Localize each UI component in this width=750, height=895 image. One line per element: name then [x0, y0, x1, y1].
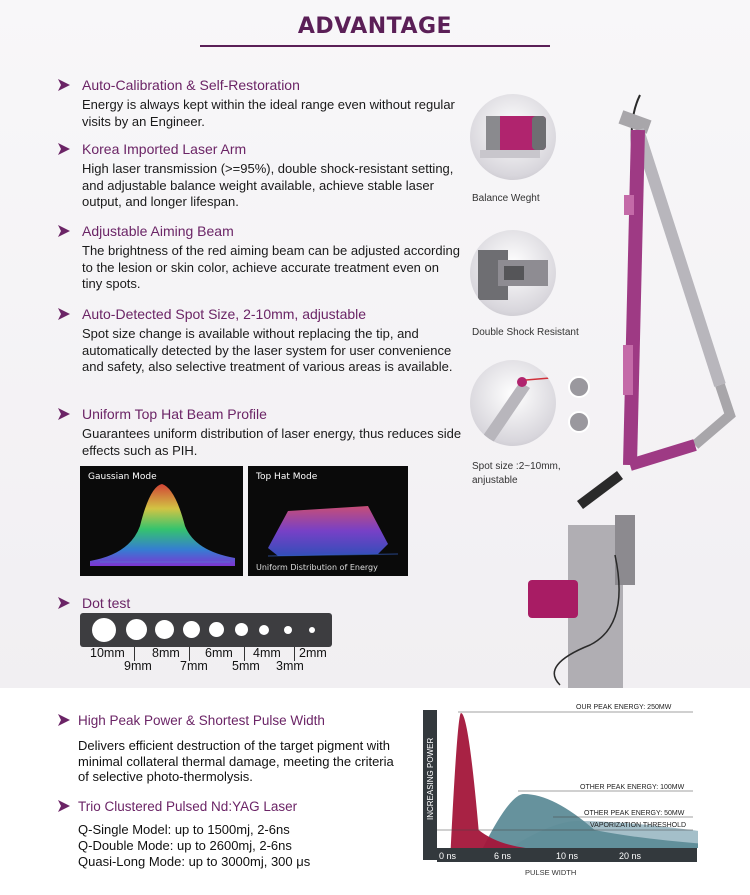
arrow-bullet-icon	[58, 225, 70, 237]
x-axis-label: PULSE WIDTH	[525, 868, 577, 877]
dot-3mm	[284, 626, 292, 634]
trio-laser-line-3: Quasi-Long Mode: up to 3000mj, 300 μs	[78, 854, 311, 869]
dot-label-6mm: 6mm	[205, 646, 233, 660]
arrow-bullet-icon	[58, 79, 70, 91]
feature-desc: Guarantees uniform distribution of laser energy, thus reduces side effects such as PIH.	[82, 426, 462, 458]
gaussian-plot-graphic	[80, 466, 243, 576]
dot-test-title: Dot test	[82, 595, 131, 611]
double-shock-caption: Double Shock Resistant	[472, 327, 579, 338]
dot-2mm	[309, 627, 315, 633]
dot-test-bar	[80, 613, 332, 647]
spot-size-caption-line2: anjustable	[472, 475, 518, 486]
feature-desc: High laser transmission (>=95%), double shock-resistant setting, and adjustable balance weight available, achieve stable laser output, and longer lifespan.	[82, 161, 454, 209]
feature-title: Uniform Top Hat Beam Profile	[82, 406, 267, 422]
y-axis-label: INCREASING POWER	[426, 737, 435, 820]
dot-4mm	[259, 625, 269, 635]
arrow-bullet-icon	[58, 800, 70, 812]
dot-label-9mm: 9mm	[124, 659, 152, 673]
arrow-bullet-icon	[58, 143, 70, 155]
dot-9mm	[126, 619, 147, 640]
x-tick-6ns: 6 ns	[494, 851, 512, 861]
feature-title: Korea Imported Laser Arm	[82, 141, 247, 157]
balance-weight-caption: Balance Weght	[472, 193, 540, 204]
x-tick-10ns: 10 ns	[556, 851, 579, 861]
tophat-label: Top Hat Mode	[256, 472, 318, 482]
dot-label-4mm: 4mm	[253, 646, 281, 660]
annotation-other-100: OTHER PEAK ENERGY: 100MW	[580, 784, 685, 791]
tophat-mode-image	[248, 466, 408, 576]
gaussian-label: Gaussian Mode	[88, 472, 157, 482]
tophat-plot-graphic	[248, 466, 408, 576]
trio-laser-line-2: Q-Double Mode: up to 2600mj, 2-6ns	[78, 838, 292, 853]
dot-10mm	[92, 618, 116, 642]
gaussian-mode-image	[80, 466, 243, 576]
feature-title: Auto-Detected Spot Size, 2-10mm, adjustable	[82, 306, 367, 322]
peak-power-desc: Delivers efficient destruction of the target pigment with minimal collateral thermal damage, meeting the criteria of selective photo-thermolysis.	[78, 738, 394, 784]
dot-5mm	[235, 623, 248, 636]
trio-laser-title: Trio Clustered Pulsed Nd:YAG Laser	[78, 799, 298, 814]
feature-title: Auto-Calibration & Self-Restoration	[82, 77, 300, 93]
annotation-our-peak: OUR PEAK ENERGY: 250MW	[576, 704, 672, 711]
annotation-vaporization: VAPORIZATION THRESHOLD	[590, 822, 687, 829]
arrow-bullet-icon	[58, 597, 70, 609]
dot-label-5mm: 5mm	[232, 659, 260, 673]
feature-title: Adjustable Aiming Beam	[82, 223, 234, 239]
peak-power-title: High Peak Power & Shortest Pulse Width	[78, 713, 325, 728]
dot-label-2mm: 2mm	[299, 646, 327, 660]
x-tick-0ns: 0 ns	[439, 851, 457, 861]
dot-7mm	[183, 621, 200, 638]
dot-label-7mm: 7mm	[180, 659, 208, 673]
tophat-caption: Uniform Distribution of Energy	[256, 563, 378, 572]
x-tick-20ns: 20 ns	[619, 851, 642, 861]
arrow-bullet-icon	[58, 714, 70, 726]
pulse-width-chart	[418, 700, 698, 880]
trio-laser-line-1: Q-Single Model: up to 1500mj, 2-6ns	[78, 822, 290, 837]
title-underline	[200, 45, 550, 47]
page-title: ADVANTAGE	[297, 14, 453, 39]
dot-8mm	[155, 620, 174, 639]
arrow-bullet-icon	[58, 408, 70, 420]
dot-label-10mm: 10mm	[90, 646, 125, 660]
dot-label-8mm: 8mm	[152, 646, 180, 660]
dot-6mm	[209, 622, 224, 637]
feature-desc: Energy is always kept within the ideal range even without regular visits by an Engineer.	[82, 97, 455, 129]
laser-arm-machine-graphic	[520, 85, 750, 688]
dot-label-3mm: 3mm	[276, 659, 304, 673]
feature-desc: The brightness of the red aiming beam can be adjusted according to the lesion or skin color, achieve accurate treatment even on tiny spots.	[82, 243, 460, 291]
arrow-bullet-icon	[58, 308, 70, 320]
spot-size-caption-line1: Spot size :2~10mm,	[472, 461, 561, 472]
feature-desc: Spot size change is available without replacing the tip, and automatically detected by the laser system for user convenience and safety, also selective treatment of various areas is available.	[82, 326, 453, 374]
annotation-other-50: OTHER PEAK ENERGY: 50MW	[584, 810, 685, 817]
